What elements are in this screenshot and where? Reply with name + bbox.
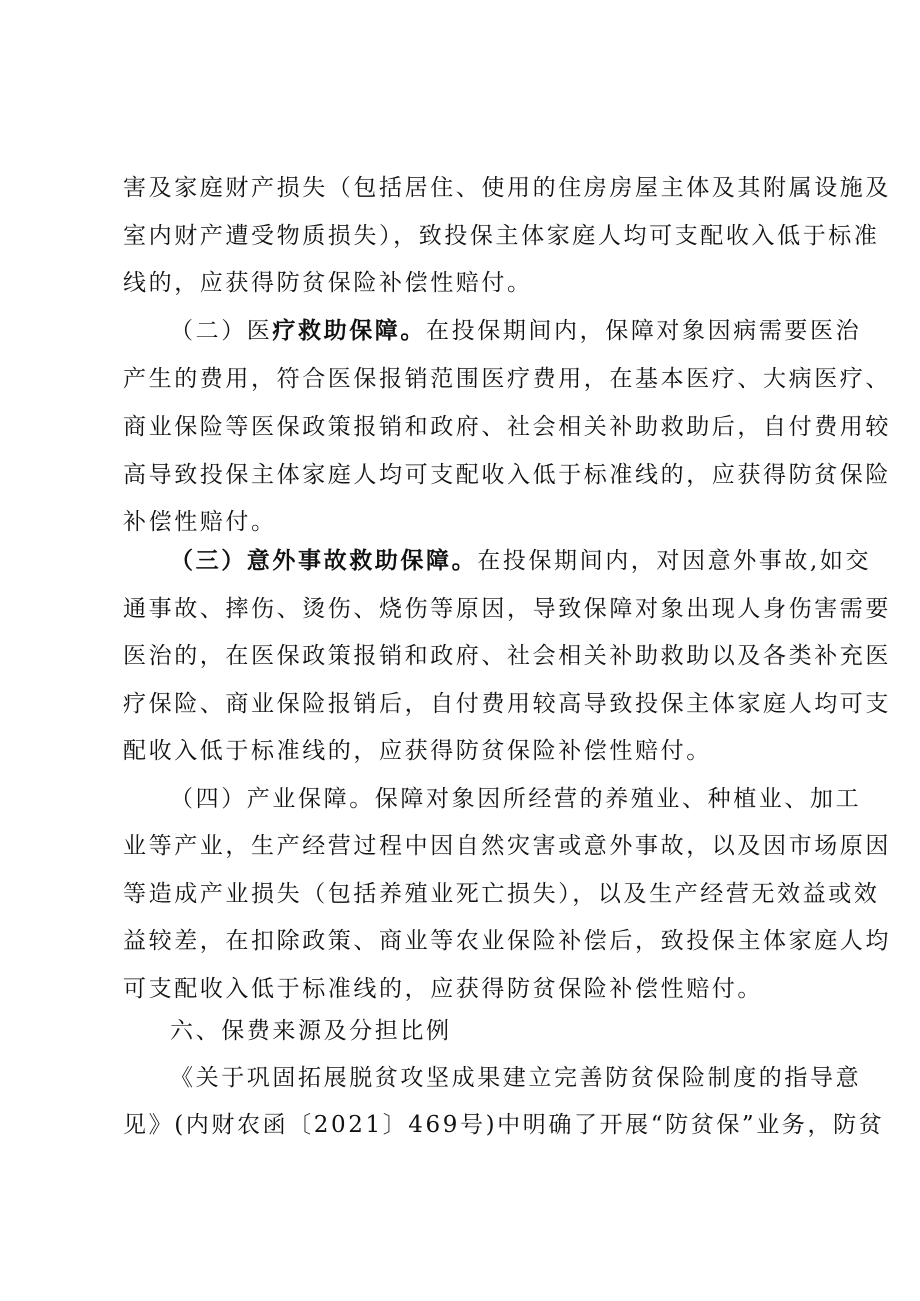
paragraph-line: 医治的，在医保政策报销和政府、社会相关补助救助以及各类补充医 [123,643,891,669]
paragraph-line: 《关于巩固拓展脱贫攻坚成果建立完善防贫保险制度的指导意 [170,1065,862,1091]
paragraph-line: 商业保险等医保政策报销和政府、社会相关补助救助后，自付费用较 [123,414,891,440]
paragraph-line: 业等产业，生产经营过程中因自然灾害或意外事故，以及因市场原因 [123,833,891,859]
item-heading: （三）意外事故救助保障。 [170,547,478,574]
paragraph-line: 等造成产业损失（包括养殖业死亡损失），以及生产经营无效益或效 [123,881,880,907]
paragraph-line [170,316,861,346]
paragraph-line: （四）产业保障。保障对象因所经营的养殖业、种植业、加工 [170,786,862,812]
paragraph-line: 高导致投保主体家庭人均可支配收入低于标准线的，应获得防贫保险 [123,462,891,488]
paragraph-line: 补偿性赔付。 [123,509,277,535]
item-heading: 疗救助保障。 [272,317,427,344]
paragraph-line: 配收入低于标准线的，应获得防贫保险补偿性赔付。 [123,738,712,764]
paragraph-line: 益较差，在扣除政策、商业等农业保险补偿后，致投保主体家庭人均 [123,928,891,954]
paragraph-line: 疗保险、商业保险报销后，自付费用较高导致投保主体家庭人均可支 [123,691,891,717]
paragraph-line: 可支配收入低于标准线的，应获得防贫保险补偿性赔付。 [123,976,763,1002]
paragraph-line [170,546,871,576]
item-number: （二）医 [170,318,273,344]
paragraph-line: 害及家庭财产损失（包括居住、使用的住房房屋主体及其附属设施及 [123,175,891,201]
section-heading: 六、保费来源及分担比例 [170,1018,452,1044]
paragraph-line: 产生的费用，符合医保报销范围医疗费用，在基本医疗、大病医疗、 [123,366,891,392]
paragraph-line: 见》(内财农函〔2021〕469号)中明确了开展“防贫保”业务，防贫 [123,1112,885,1138]
paragraph-line: 线的，应获得防贫保险补偿性赔付。 [123,270,533,296]
item-text: 在投保期间内，保障对象因病需要医治 [426,318,862,344]
item-text: 在投保期间内，对因意外事故,如交 [477,548,872,574]
paragraph-line: 通事故、摔伤、烫伤、烧伤等原因，导致保障对象出现人身伤害需要 [123,596,891,622]
paragraph-line: 室内财产遭受物质损失），致投保主体家庭人均可支配收入低于标准 [123,223,880,249]
